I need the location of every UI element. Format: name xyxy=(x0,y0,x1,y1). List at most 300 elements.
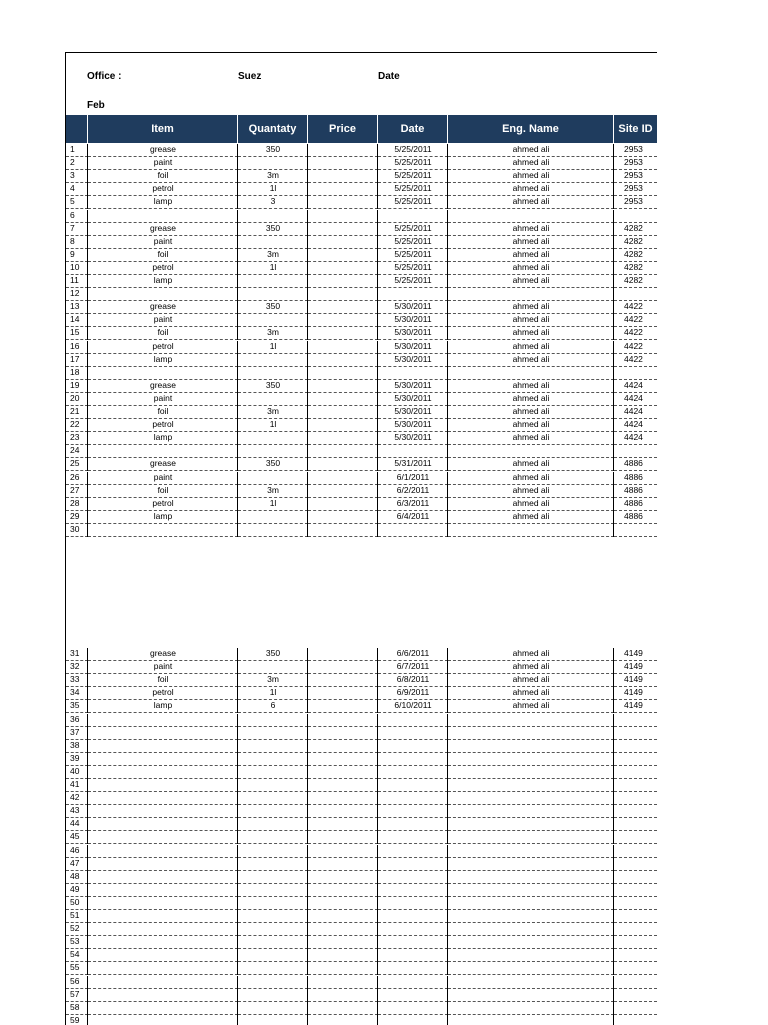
column-divider xyxy=(237,884,238,897)
column-divider xyxy=(447,845,448,858)
cell-site-id: 4149 xyxy=(614,648,657,661)
column-divider xyxy=(87,910,88,923)
cell-price xyxy=(308,831,378,844)
table-row xyxy=(66,406,657,419)
column-divider xyxy=(237,393,238,406)
cell-price xyxy=(308,792,378,805)
cell-date: 5/25/2011 xyxy=(378,275,448,288)
column-divider xyxy=(447,976,448,989)
cell-date: 6/6/2011 xyxy=(378,648,448,661)
column-divider xyxy=(377,805,378,818)
column-header-eng-name: Eng. Name xyxy=(448,115,614,143)
cell-price xyxy=(308,661,378,674)
table-row xyxy=(66,472,657,485)
column-divider xyxy=(613,936,614,949)
cell-quantity xyxy=(238,753,308,766)
column-divider xyxy=(613,223,614,236)
table-row xyxy=(66,262,657,275)
office-value: Suez xyxy=(238,71,262,82)
cell-eng-name: ahmed ali xyxy=(448,341,614,354)
cell-quantity: 1l xyxy=(238,419,308,432)
row-number: 6 xyxy=(66,210,88,223)
column-divider xyxy=(87,249,88,262)
cell-eng-name: ahmed ali xyxy=(448,157,614,170)
cell-eng-name xyxy=(448,445,614,458)
cell-item xyxy=(88,779,238,792)
column-divider xyxy=(447,327,448,340)
column-divider xyxy=(377,498,378,511)
column-divider xyxy=(447,445,448,458)
cell-date: 5/25/2011 xyxy=(378,144,448,157)
table-row xyxy=(66,858,657,871)
cell-eng-name xyxy=(448,805,614,818)
column-divider xyxy=(307,223,308,236)
row-number: 17 xyxy=(66,354,88,367)
column-divider xyxy=(307,962,308,975)
cell-quantity xyxy=(238,472,308,485)
cell-eng-name: ahmed ali xyxy=(448,223,614,236)
column-divider xyxy=(447,700,448,713)
column-divider xyxy=(87,792,88,805)
cell-date: 5/25/2011 xyxy=(378,183,448,196)
column-divider xyxy=(377,367,378,380)
cell-date: 5/25/2011 xyxy=(378,170,448,183)
column-divider xyxy=(237,700,238,713)
cell-eng-name: ahmed ali xyxy=(448,236,614,249)
row-number: 12 xyxy=(66,288,88,301)
cell-item xyxy=(88,910,238,923)
column-divider xyxy=(87,714,88,727)
column-divider xyxy=(613,524,614,537)
row-number: 41 xyxy=(66,779,88,792)
row-number: 36 xyxy=(66,714,88,727)
cell-site-id: 4282 xyxy=(614,236,657,249)
column-divider xyxy=(613,714,614,727)
column-divider xyxy=(447,1015,448,1025)
column-divider xyxy=(613,962,614,975)
column-divider xyxy=(447,740,448,753)
column-divider xyxy=(447,1002,448,1015)
cell-item: foil xyxy=(88,674,238,687)
cell-price xyxy=(308,183,378,196)
column-divider xyxy=(377,327,378,340)
column-divider xyxy=(237,262,238,275)
column-divider xyxy=(237,910,238,923)
cell-date xyxy=(378,1015,448,1025)
cell-quantity xyxy=(238,766,308,779)
column-divider xyxy=(307,432,308,445)
row-number: 19 xyxy=(66,380,88,393)
column-divider xyxy=(87,766,88,779)
cell-eng-name: ahmed ali xyxy=(448,144,614,157)
cell-item: petrol xyxy=(88,498,238,511)
row-number: 7 xyxy=(66,223,88,236)
cell-price xyxy=(308,740,378,753)
cell-eng-name xyxy=(448,923,614,936)
cell-date xyxy=(378,805,448,818)
column-header-date: Date xyxy=(378,115,448,143)
column-divider xyxy=(87,805,88,818)
column-divider xyxy=(613,144,614,157)
column-divider xyxy=(307,714,308,727)
column-divider xyxy=(87,1002,88,1015)
column-divider xyxy=(307,380,308,393)
table-row xyxy=(66,170,657,183)
cell-eng-name xyxy=(448,884,614,897)
column-divider xyxy=(377,779,378,792)
column-divider xyxy=(237,818,238,831)
cell-date xyxy=(378,884,448,897)
cell-eng-name: ahmed ali xyxy=(448,275,614,288)
column-divider xyxy=(447,249,448,262)
column-divider xyxy=(377,183,378,196)
cell-eng-name: ahmed ali xyxy=(448,458,614,471)
cell-quantity: 3m xyxy=(238,249,308,262)
cell-site-id: 4424 xyxy=(614,432,657,445)
cell-price xyxy=(308,871,378,884)
cell-price xyxy=(308,406,378,419)
column-divider xyxy=(447,498,448,511)
cell-eng-name xyxy=(448,210,614,223)
cell-item: petrol xyxy=(88,341,238,354)
row-number: 13 xyxy=(66,301,88,314)
row-number: 37 xyxy=(66,727,88,740)
column-divider xyxy=(613,818,614,831)
row-number: 26 xyxy=(66,472,88,485)
column-divider xyxy=(237,648,238,661)
column-divider xyxy=(307,458,308,471)
cell-eng-name xyxy=(448,949,614,962)
column-divider xyxy=(613,831,614,844)
cell-date: 5/30/2011 xyxy=(378,327,448,340)
cell-quantity xyxy=(238,910,308,923)
column-divider xyxy=(87,674,88,687)
column-divider xyxy=(377,445,378,458)
column-divider xyxy=(377,831,378,844)
table-row xyxy=(66,923,657,936)
table-row xyxy=(66,524,657,537)
cell-eng-name xyxy=(448,714,614,727)
cell-eng-name: ahmed ali xyxy=(448,301,614,314)
column-divider xyxy=(237,831,238,844)
column-divider xyxy=(87,223,88,236)
row-number: 47 xyxy=(66,858,88,871)
column-divider xyxy=(377,393,378,406)
column-divider xyxy=(307,314,308,327)
cell-price xyxy=(308,354,378,367)
column-divider xyxy=(613,419,614,432)
cell-quantity xyxy=(238,288,308,301)
column-divider xyxy=(307,687,308,700)
table-row xyxy=(66,144,657,157)
column-divider xyxy=(237,936,238,949)
cell-site-id xyxy=(614,805,657,818)
column-divider xyxy=(237,445,238,458)
column-divider xyxy=(377,687,378,700)
table-row xyxy=(66,511,657,524)
row-number: 46 xyxy=(66,845,88,858)
column-divider xyxy=(237,897,238,910)
column-divider xyxy=(613,498,614,511)
cell-site-id: 2953 xyxy=(614,196,657,209)
cell-price xyxy=(308,511,378,524)
cell-price xyxy=(308,249,378,262)
cell-eng-name: ahmed ali xyxy=(448,327,614,340)
table-row xyxy=(66,766,657,779)
column-divider xyxy=(237,511,238,524)
cell-item: lamp xyxy=(88,432,238,445)
cell-date xyxy=(378,858,448,871)
column-divider xyxy=(377,976,378,989)
row-number: 9 xyxy=(66,249,88,262)
cell-price xyxy=(308,223,378,236)
cell-date xyxy=(378,727,448,740)
cell-item: grease xyxy=(88,301,238,314)
cell-item xyxy=(88,976,238,989)
cell-eng-name xyxy=(448,818,614,831)
column-divider xyxy=(447,727,448,740)
column-divider xyxy=(237,341,238,354)
row-number: 2 xyxy=(66,157,88,170)
row-number: 42 xyxy=(66,792,88,805)
cell-date xyxy=(378,936,448,949)
column-divider xyxy=(613,753,614,766)
column-divider xyxy=(87,301,88,314)
column-divider xyxy=(377,236,378,249)
column-divider xyxy=(307,740,308,753)
cell-date xyxy=(378,740,448,753)
column-divider xyxy=(613,766,614,779)
column-divider xyxy=(447,262,448,275)
cell-site-id: 4422 xyxy=(614,301,657,314)
cell-site-id xyxy=(614,962,657,975)
cell-item xyxy=(88,524,238,537)
cell-price xyxy=(308,714,378,727)
cell-site-id: 2953 xyxy=(614,157,657,170)
table-row xyxy=(66,341,657,354)
cell-quantity: 3m xyxy=(238,327,308,340)
column-divider xyxy=(87,989,88,1002)
cell-price xyxy=(308,858,378,871)
cell-item: lamp xyxy=(88,511,238,524)
cell-price xyxy=(308,727,378,740)
table-row xyxy=(66,432,657,445)
cell-item: paint xyxy=(88,157,238,170)
cell-price xyxy=(308,648,378,661)
column-divider xyxy=(613,210,614,223)
row-number: 4 xyxy=(66,183,88,196)
row-number: 50 xyxy=(66,897,88,910)
column-divider xyxy=(447,196,448,209)
table-row xyxy=(66,661,657,674)
table-row xyxy=(66,989,657,1002)
cell-item xyxy=(88,288,238,301)
column-divider xyxy=(613,196,614,209)
cell-quantity xyxy=(238,236,308,249)
column-divider xyxy=(307,393,308,406)
column-divider xyxy=(237,157,238,170)
table-row xyxy=(66,674,657,687)
cell-quantity: 6 xyxy=(238,700,308,713)
cell-quantity xyxy=(238,831,308,844)
cell-site-id: 4886 xyxy=(614,485,657,498)
column-divider xyxy=(307,196,308,209)
cell-site-id xyxy=(614,288,657,301)
row-number: 33 xyxy=(66,674,88,687)
cell-date: 5/30/2011 xyxy=(378,380,448,393)
column-divider xyxy=(447,380,448,393)
column-divider xyxy=(447,314,448,327)
row-number: 11 xyxy=(66,275,88,288)
column-divider xyxy=(613,687,614,700)
column-divider xyxy=(87,170,88,183)
column-divider xyxy=(237,740,238,753)
cell-item: foil xyxy=(88,485,238,498)
column-divider xyxy=(237,714,238,727)
cell-site-id xyxy=(614,845,657,858)
row-number: 25 xyxy=(66,458,88,471)
column-divider xyxy=(377,740,378,753)
column-divider xyxy=(87,236,88,249)
cell-eng-name xyxy=(448,766,614,779)
row-number: 31 xyxy=(66,648,88,661)
column-divider xyxy=(237,661,238,674)
cell-eng-name xyxy=(448,1002,614,1015)
cell-eng-name: ahmed ali xyxy=(448,406,614,419)
column-divider xyxy=(377,144,378,157)
cell-site-id: 4886 xyxy=(614,458,657,471)
column-divider xyxy=(237,779,238,792)
cell-date xyxy=(378,923,448,936)
column-divider xyxy=(447,989,448,1002)
column-divider xyxy=(377,884,378,897)
cell-item xyxy=(88,766,238,779)
cell-price xyxy=(308,818,378,831)
column-divider xyxy=(87,354,88,367)
cell-item xyxy=(88,445,238,458)
row-number: 21 xyxy=(66,406,88,419)
cell-quantity: 350 xyxy=(238,380,308,393)
column-divider xyxy=(447,766,448,779)
column-divider xyxy=(613,236,614,249)
cell-item: lamp xyxy=(88,196,238,209)
cell-price xyxy=(308,314,378,327)
cell-date: 6/2/2011 xyxy=(378,485,448,498)
row-number: 45 xyxy=(66,831,88,844)
cell-item: paint xyxy=(88,314,238,327)
row-number: 48 xyxy=(66,871,88,884)
column-divider xyxy=(613,648,614,661)
cell-price xyxy=(308,687,378,700)
cell-quantity xyxy=(238,805,308,818)
column-divider xyxy=(447,157,448,170)
column-divider xyxy=(307,472,308,485)
cell-price xyxy=(308,910,378,923)
cell-quantity xyxy=(238,962,308,975)
cell-item xyxy=(88,897,238,910)
cell-eng-name xyxy=(448,753,614,766)
column-divider xyxy=(377,949,378,962)
table-row xyxy=(66,962,657,975)
cell-quantity xyxy=(238,1015,308,1025)
table-row xyxy=(66,831,657,844)
row-number: 3 xyxy=(66,170,88,183)
column-divider xyxy=(447,341,448,354)
column-divider xyxy=(237,288,238,301)
column-divider xyxy=(447,223,448,236)
row-number: 53 xyxy=(66,936,88,949)
column-divider xyxy=(613,779,614,792)
column-divider xyxy=(447,485,448,498)
table-row xyxy=(66,354,657,367)
column-divider xyxy=(377,700,378,713)
row-number: 20 xyxy=(66,393,88,406)
cell-eng-name xyxy=(448,367,614,380)
spreadsheet-page xyxy=(65,52,657,1025)
column-divider xyxy=(447,949,448,962)
column-divider xyxy=(447,472,448,485)
cell-item: grease xyxy=(88,458,238,471)
cell-quantity xyxy=(238,157,308,170)
cell-price xyxy=(308,301,378,314)
cell-item xyxy=(88,923,238,936)
column-divider xyxy=(237,314,238,327)
column-divider xyxy=(87,648,88,661)
table-row xyxy=(66,714,657,727)
cell-site-id: 4149 xyxy=(614,661,657,674)
table-row xyxy=(66,818,657,831)
cell-eng-name xyxy=(448,910,614,923)
cell-price xyxy=(308,419,378,432)
column-divider xyxy=(307,989,308,1002)
cell-site-id: 4149 xyxy=(614,700,657,713)
table-row xyxy=(66,753,657,766)
column-divider xyxy=(87,183,88,196)
column-divider xyxy=(447,210,448,223)
column-divider xyxy=(307,727,308,740)
cell-item xyxy=(88,871,238,884)
cell-price xyxy=(308,157,378,170)
cell-site-id xyxy=(614,792,657,805)
table-row xyxy=(66,936,657,949)
column-divider xyxy=(87,962,88,975)
cell-price xyxy=(308,524,378,537)
column-divider xyxy=(307,524,308,537)
cell-date: 5/30/2011 xyxy=(378,393,448,406)
cell-price xyxy=(308,674,378,687)
column-divider xyxy=(87,485,88,498)
table-row xyxy=(66,393,657,406)
table-row xyxy=(66,301,657,314)
cell-price xyxy=(308,766,378,779)
cell-item: petrol xyxy=(88,183,238,196)
column-divider xyxy=(307,936,308,949)
row-number: 22 xyxy=(66,419,88,432)
table-row xyxy=(66,845,657,858)
column-divider xyxy=(307,858,308,871)
column-divider xyxy=(307,419,308,432)
column-divider xyxy=(613,406,614,419)
cell-date: 5/30/2011 xyxy=(378,354,448,367)
cell-eng-name: ahmed ali xyxy=(448,419,614,432)
cell-quantity xyxy=(238,871,308,884)
column-divider xyxy=(613,485,614,498)
column-divider xyxy=(613,327,614,340)
row-number: 24 xyxy=(66,445,88,458)
cell-eng-name: ahmed ali xyxy=(448,380,614,393)
table-row xyxy=(66,884,657,897)
cell-quantity: 3m xyxy=(238,406,308,419)
